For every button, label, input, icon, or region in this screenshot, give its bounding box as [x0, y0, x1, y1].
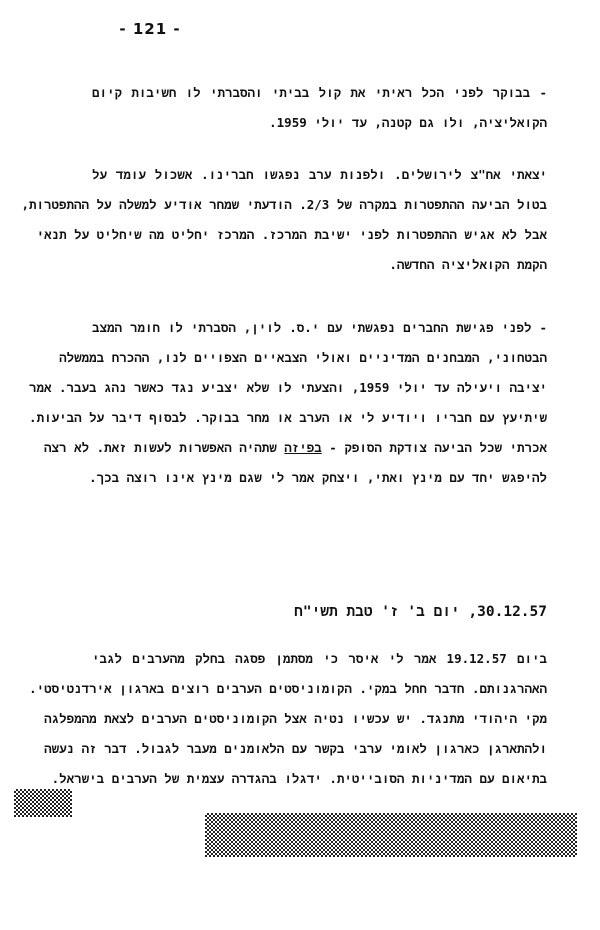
paragraph-line: הבטחוני, המבחנים המדיניים ואולי הצבאיים הצפויים לנו, ההכרח בממשלה [59, 350, 547, 365]
paragraph-line: יצאתי אח"צ לירושלים. ולפנות ערב נפגשו חברינו. אשכול עומד על [92, 167, 547, 182]
diary-date-heading: 30.12.57, יום ב' ז' טבת תשי"ח [294, 604, 547, 620]
entry-line: מקי היהודי מתנגד. יש עכשיו נטיה אצל הקומוניסטים הערבים לצאת מהמפלגה [44, 711, 547, 726]
underlined-word: בפיזה [284, 440, 322, 455]
paragraph-line: יציבה ויעילה עד יולי 1959, והצעתי לו שלא יצביע נגד כאשר נהג בעבר. אמר [28, 380, 547, 395]
paragraph-2 [21, 160, 547, 280]
entry-line: האהרגנותם. חדבר חחל במקי. הקומוניסטים הערבים רוצים בארגון אירדנטיסטי. [29, 681, 547, 696]
paragraph-1 [92, 78, 547, 138]
entry-line: בתיאום עם המדיניות הסובייטית. ידגלו בהגדרה עצמית של הערבים בישראל. [51, 771, 547, 786]
paragraph-line: הקמת הקואליציה החדשה. [389, 257, 547, 272]
paragraph-3 [28, 313, 547, 493]
paragraph-line: להיפגש יחד עם מינץ ואתי, ויצחק אמר לי שגם מינץ אינו רוצה בכך. [89, 470, 547, 485]
paragraph-line: הקואליציה, ולו גם קטנה, עד יולי 1959. [269, 115, 547, 130]
redaction-block [14, 789, 72, 817]
paragraph-line: - לפני פגישת החברים נפגשתי עם י.ס. לוין, הסברתי לו חומר המצב [92, 320, 547, 335]
page-number: - 121 - [119, 20, 181, 38]
entry-line: ביום 19.12.57 אמר לי איסר כי מסתמן פסגה בחלק מהערבים לגבי [92, 651, 547, 666]
paragraph-line: בטול הביעה ההתפטרות במקרה של 2/3. הודעתי שמחר אודיע למשלה על ההתפטרות, [21, 197, 547, 212]
paragraph-line: - בבוקר לפני הכל ראיתי את קול בביתי והסברתי לו חשיבות קיום [92, 85, 547, 100]
paragraph-line-with-underline: אכרתי שכל הביעה צודקת הסופק - בפיזה שתהיה האפשרות לעשות זאת. לא רצה [44, 440, 547, 455]
diary-entry [29, 644, 547, 794]
redaction-block [205, 813, 577, 857]
entry-line: ולהתארגן כארגון לאומי ערבי בקשר עם הלאומנים מעבר לגבול. דבר זה נעשה [44, 741, 547, 756]
paragraph-line: שיתיעץ עם חבריו ויודיע לי או הערב או מחר בבוקר. לבסוף דיבר על הביעות. [29, 410, 547, 425]
paragraph-line: אבל לא אגיש ההתפטרות לפני ישיבת המרכז. המרכז יחליט מה שיחליט על תנאי [36, 227, 547, 242]
